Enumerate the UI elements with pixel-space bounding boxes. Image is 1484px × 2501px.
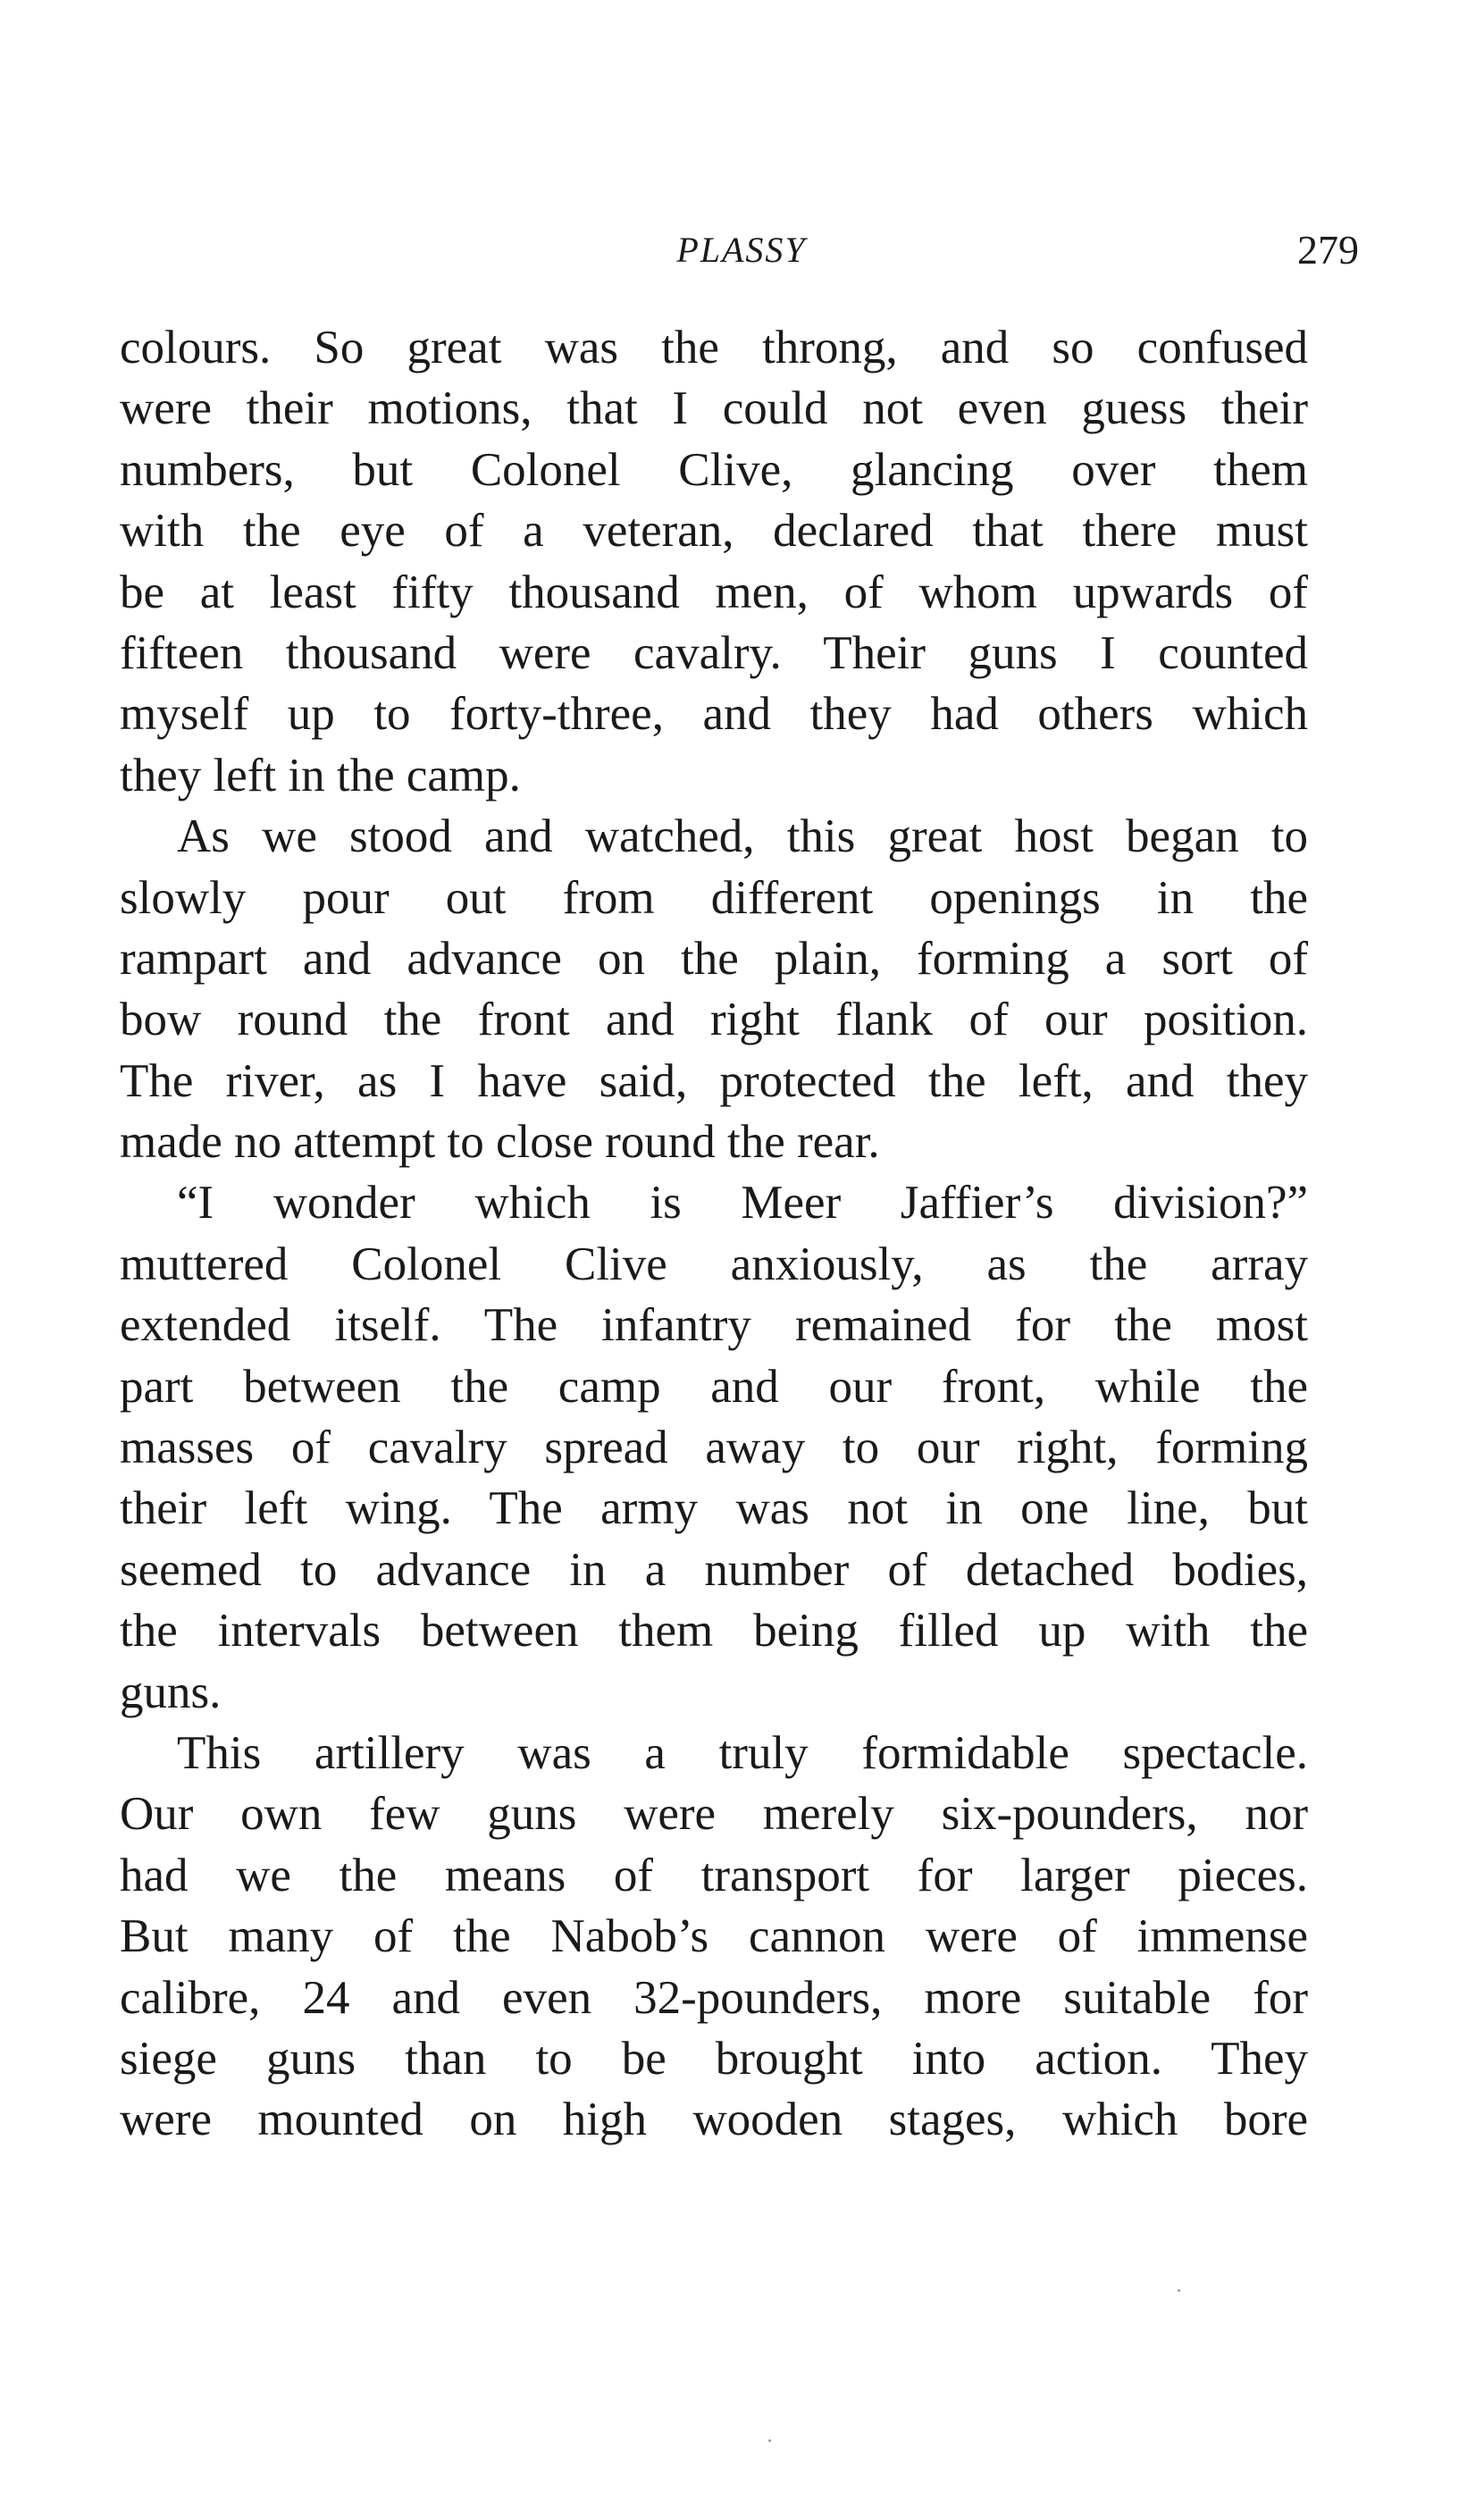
page-number: 279 xyxy=(1297,227,1359,273)
running-head xyxy=(0,223,1484,277)
running-title: PLASSY xyxy=(676,230,807,270)
text-line: myself up to forty-three, and they had others which xyxy=(120,688,1308,741)
text-line: Our own few guns were merely six-pounders, nor xyxy=(120,1788,1308,1841)
text-line: calibre, 24 and even 32-pounders, more suitable for xyxy=(120,1971,1308,2024)
text-line: they left in the camp. xyxy=(120,749,521,801)
paper-speck xyxy=(768,2439,771,2442)
text-line: masses of cavalry spread away to our right, forming xyxy=(120,1422,1308,1474)
text-line: fifteen thousand were cavalry. Their guns I counted xyxy=(120,626,1308,679)
text-line: seemed to advance in a number of detached bodies, xyxy=(120,1543,1308,1596)
text-line: had we the means of transport for larger pieces. xyxy=(120,1849,1308,1901)
text-line: be at least fifty thousand men, of whom upwards of xyxy=(120,566,1308,618)
body-text xyxy=(120,317,1308,2151)
text-line: their left wing. The army was not in one line, but xyxy=(120,1482,1308,1535)
text-line: As we stood and watched, this great host began to xyxy=(177,810,1308,863)
text-line: were mounted on high wooden stages, which bore xyxy=(120,2094,1308,2146)
text-line: rampart and advance on the plain, forming a sort of xyxy=(120,932,1308,985)
text-line: But many of the Nabob’s cannon were of immense xyxy=(120,1910,1308,1963)
text-line: colours. So great was the throng, and so confused xyxy=(120,322,1308,373)
text-line: “I wonder which is Meer Jaffier’s division?” xyxy=(177,1177,1308,1230)
paper-speck xyxy=(1178,2289,1180,2292)
text-line: extended itself. The infantry remained for the most xyxy=(120,1299,1308,1352)
text-line: bow round the front and right flank of our position. xyxy=(120,994,1308,1046)
text-line: part between the camp and our front, while the xyxy=(120,1360,1308,1413)
text-line: This artillery was a truly formidable spectacle. xyxy=(177,1726,1308,1779)
text-line: were their motions, that I could not even guess their xyxy=(120,382,1308,435)
text-line: The river, as I have said, protected the left, and they xyxy=(120,1054,1308,1107)
text-line: siege guns than to be brought into action. They xyxy=(120,2032,1308,2085)
text-line: numbers, but Colonel Clive, glancing over them xyxy=(120,443,1308,496)
text-line: made no attempt to close round the rear. xyxy=(120,1116,880,1169)
text-line: guns. xyxy=(120,1666,222,1718)
text-line: with the eye of a veteran, declared that there must xyxy=(120,505,1308,558)
text-line: slowly pour out from different openings in the xyxy=(120,871,1308,924)
text-line: muttered Colonel Clive anxiously, as the array xyxy=(120,1238,1308,1290)
text-line: the intervals between them being filled up with the xyxy=(120,1605,1308,1658)
